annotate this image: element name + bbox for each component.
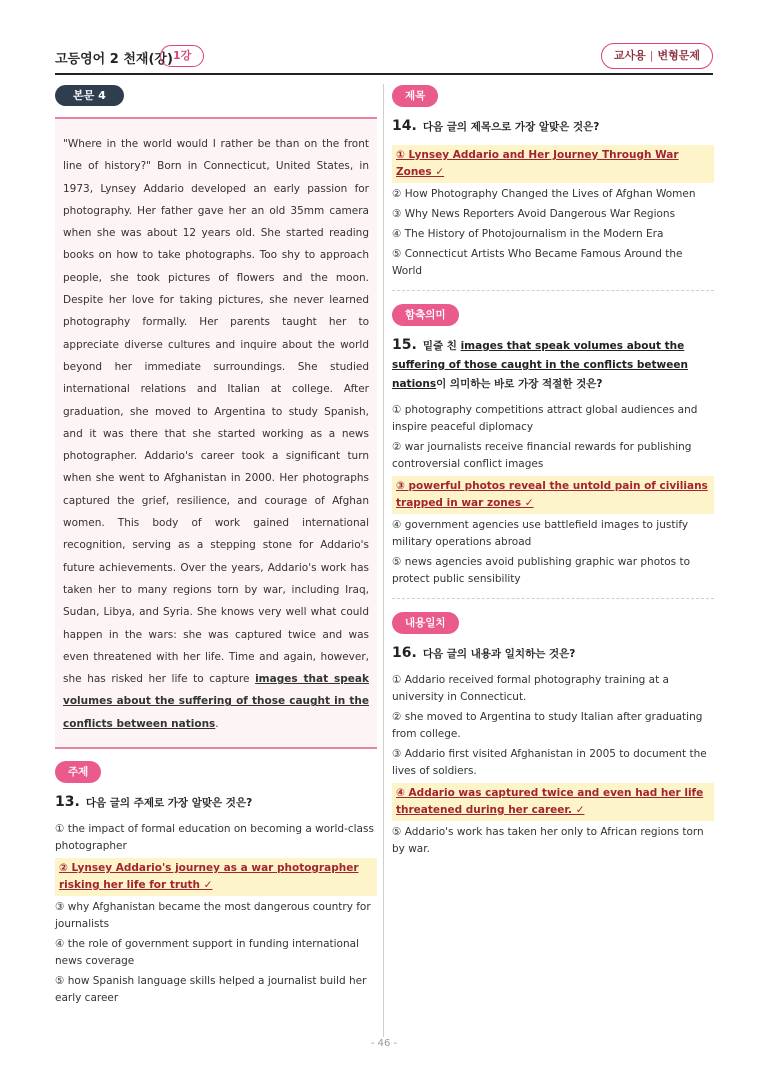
q16-choices [392,672,714,858]
q15-number: 15. [392,337,417,353]
column-divider [383,84,384,1037]
q15-tag: 함축의미 [392,304,459,326]
passage-box [55,117,377,749]
q13-choices [55,821,377,1007]
q14-choice-4[interactable]: ④ The History of Photojournalism in the Modern Era [392,228,664,240]
q14-heading [392,117,714,137]
passage-underlined-phrase: images that speak volumes about the suffering of those caught in the conflicts between nations [63,673,369,730]
edition-badge: 교사용 | 변형문제 [601,43,713,69]
q15-question-suffix: 이 의미하는 바로 가장 적절한 것은? [436,378,603,390]
q14-choice-2[interactable]: ② How Photography Changed the Lives of Afghan Women [392,188,696,200]
q16-choice-5[interactable]: ⑤ Addario's work has taken her only to African regions torn by war. [392,826,704,855]
q15-choice-2[interactable]: ② war journalists receive financial rewards for publishing controversial conflict images [392,441,692,470]
q16-question: 다음 글의 내용과 일치하는 것은? [422,648,576,660]
q15-choice-4[interactable]: ④ government agencies use battlefield images to justify military operations abroad [392,519,689,548]
q13-choice-3[interactable]: ③ why Afghanistan became the most dangerous country for journalists [55,901,371,931]
q16-choice-1[interactable]: ① Addario received formal photography training at a university in Connecticut. [392,674,669,703]
teacher-label: 교사용 [613,49,646,62]
q14-choice-5[interactable]: ⑤ Connecticut Artists Who Became Famous Around the World [392,248,683,277]
q16-number: 16. [392,645,417,661]
q13-choice-2-correct[interactable]: ② Lynsey Addario's journey as a war photographer risking her life for truth ✓ [55,858,377,896]
q13-choice-1[interactable]: ① the impact of formal education on becoming a world-class photographer [55,823,374,853]
passage-tag: 본문 4 [55,85,124,106]
q13-number: 13. [55,794,80,811]
q15-choice-3-correct[interactable]: ③ powerful photos reveal the untold pain of civilians trapped in war zones ✓ [392,476,714,514]
passage-text: "Where in the world would I rather be than on the front line of history?" Born in Connecticut, United States, in 1973, Lynsey Addario developed an early passion for photography. Her father gave her an old 35mm camera when she was about 12 years old. She started reading books on how to take photographs. Too shy to approach people, she took pictures of flowers and the moon. Despite her love for taking pictures, she never learned photography formally. Her parents taught her to appreciate diverse cultures and inquire about the world beyond her immediate surroundings. She studied international relations and Italian at college. After graduation, she moved to Argentina to study Spanish, and it was there that she started working as a news photographer. Addario's career took a significant turn when she went to Afghanistan in 2000. Her photographs captured the grief, resilience, and courage of Afghan women. This body of work gained international recognition, serving as a stepping stone for Addario's future achievements. Over the years, Addario's work has taken her to many regions torn by war, including Iraq, Sudan, Libya, and Syria. She knows very well what could happen in the wars: she was captured twice and was even threatened with her life. Time and again, however, she has risked her life to capture [63,138,369,686]
q16-choice-3[interactable]: ③ Addario first visited Afghanistan in 2005 to document the lives of soldiers. [392,748,707,777]
q14-choice-3[interactable]: ③ Why News Reporters Avoid Dangerous War Regions [392,208,676,220]
type-label: 변형문제 [657,49,700,62]
book-title: 고등영어 2 천재(강) [55,52,173,67]
q14-choices [392,145,714,280]
q15-heading [392,336,714,394]
q14-number: 14. [392,118,417,134]
q14-choice-1-correct[interactable]: ① Lynsey Addario and Her Journey Through War Zones ✓ [392,145,714,183]
passage-end: . [215,717,219,730]
q15-question-underlined: images that speak volumes about the suffering of those caught in the conflicts between nations [392,340,688,390]
q13-tag: 주제 [55,761,101,783]
page-number: - 46 - [370,1038,398,1049]
lesson-badge: 1강 [160,45,204,67]
page-header [55,42,713,74]
section-divider [392,598,714,599]
q13-choice-5[interactable]: ⑤ how Spanish language skills helped a journalist build her early career [55,975,367,1005]
q13-choice-4[interactable]: ④ the role of government support in funding international news coverage [55,938,359,968]
q14-question: 다음 글의 제목으로 가장 알맞은 것은? [422,121,600,133]
q13-question: 다음 글의 주제로 가장 알맞은 것은? [85,797,253,810]
q16-choice-4-correct[interactable]: ④ Addario was captured twice and even had her life threatened during her career. ✓ [392,783,714,821]
q15-question-prefix: 밑줄 친 [422,340,461,352]
section-divider [392,290,714,291]
header-rule [55,73,713,75]
q15-choice-1[interactable]: ① photography competitions attract global audiences and inspire peaceful diplomacy [392,404,698,433]
q15-choice-5[interactable]: ⑤ news agencies avoid publishing graphic war photos to protect public sensibility [392,556,691,585]
q16-tag: 내용일치 [392,612,459,634]
q16-choice-2[interactable]: ② she moved to Argentina to study Italian after graduating from college. [392,711,703,740]
q16-heading [392,644,714,664]
q14-tag: 제목 [392,85,438,107]
q13-heading [55,793,377,813]
right-column [392,84,714,858]
q15-choices [392,402,714,588]
left-column [55,84,377,1007]
